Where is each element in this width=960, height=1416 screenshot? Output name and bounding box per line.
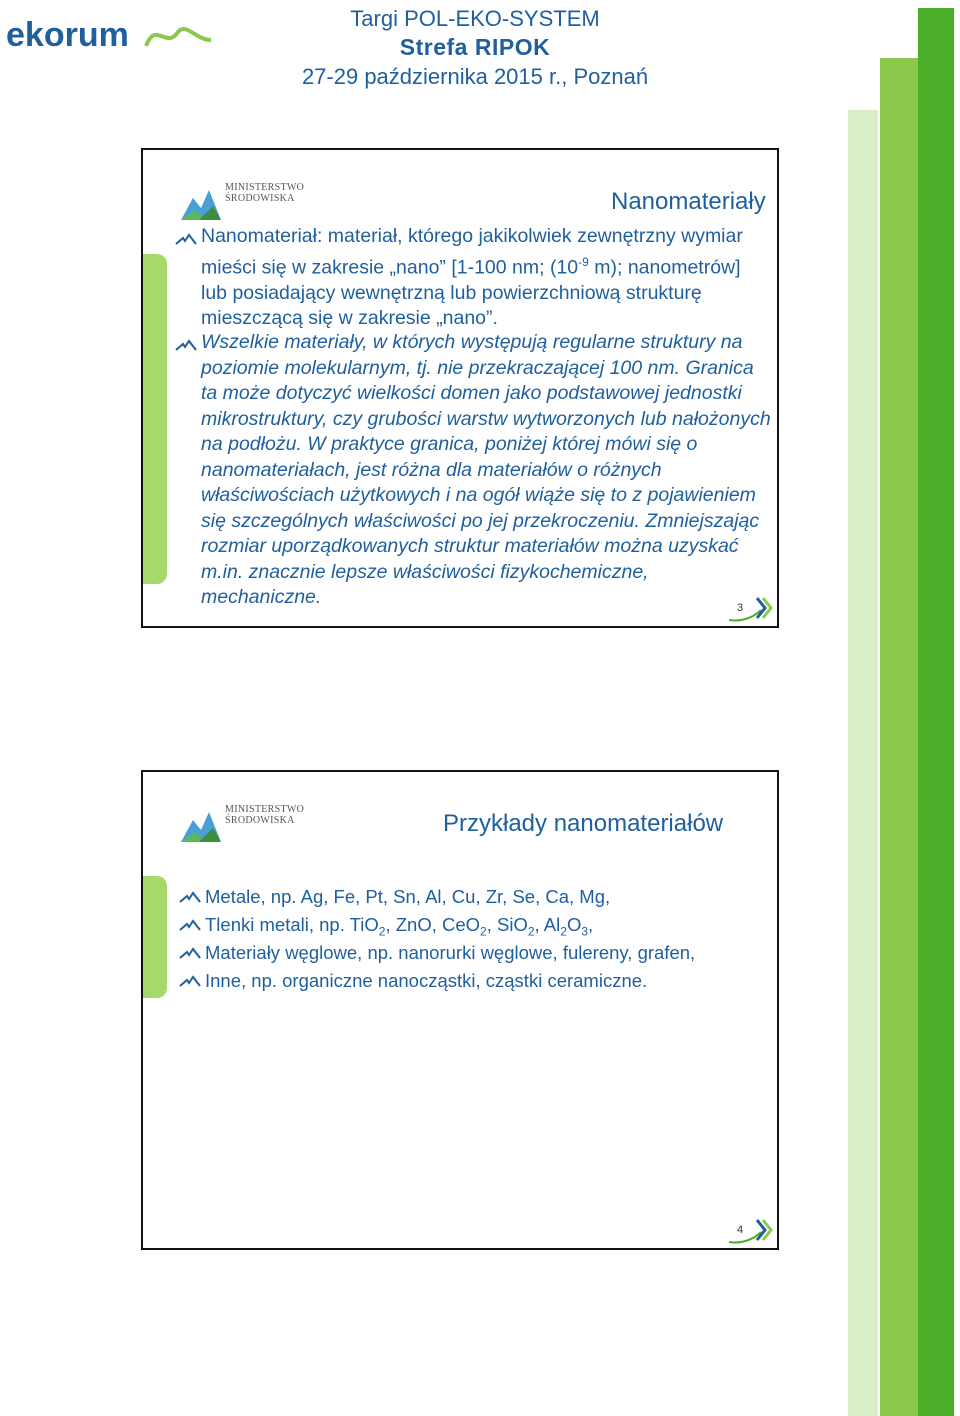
ministry-logo <box>179 802 319 854</box>
list-item-other: Inne, np. organiczne nanocząstki, cząstki ceramiczne. <box>205 970 648 991</box>
page-number: 3 <box>737 602 744 614</box>
page-corner-icon <box>727 594 773 624</box>
ministry-name-line1: MINISTERSTWO <box>225 182 305 193</box>
ministry-name-line2: ŚRODOWISKA <box>225 193 295 204</box>
ministry-emblem-icon <box>179 802 223 846</box>
paragraph-definition <box>201 224 771 332</box>
page-number: 4 <box>737 1224 744 1236</box>
ekorum-logo <box>6 10 216 58</box>
header-fair-name: Targi POL-EKO-SYSTEM <box>350 6 600 31</box>
header-date: 27-29 października 2015 r., Poznań <box>301 64 649 89</box>
paragraph-definition-part1: Nanomateriał: materiał, którego jakikolwiek zewnętrzny wymiar mieści się w zakresie „nano” [1-100 nm; (10 <box>201 225 743 278</box>
bullet-arrow-icon <box>179 946 201 960</box>
right-stripe-light <box>848 110 878 1416</box>
slide-accent-bar <box>143 876 167 998</box>
ministry-name-line2: ŚRODOWISKA <box>225 815 295 826</box>
header-zone-name: Strefa RIPOK <box>399 34 551 60</box>
list-item-metal-oxides: Tlenki metali, np. TiO$_2$, ZnO, CeO$_2$, SiO$_2$, $Al_2O_3$, <box>205 914 594 939</box>
bullet-arrow-icon <box>175 232 197 246</box>
paragraph-description: Wszelkie materiały, w których występują regularne struktury na poziomie molekularnym, tj. nie przekraczającej 100 nm. Granica ta może dotyczyć wielkości domen jako podstawowej jednostki mikrostruktury, czy grubości warstw wytworzonych lub nałożonych na podłożu. W praktyce granica, poniżej której mówi się o nanomateriałach, jest różna dla materiałów o różnych właściwościach użytkowych i na ogół wiąże się to z pojawieniem się szczególnych właściwości po jej przekroczeniu. Zmniejszając rozmiar uporządkowanych struktur materiałów można uzyskać m.in. znacznie lepsze właściwości fizykochemiczne, mechaniczne. <box>201 331 771 608</box>
ministry-emblem-icon <box>179 180 223 224</box>
bullet-arrow-icon <box>179 974 201 988</box>
ekorum-logo-text: ekorum <box>6 16 129 54</box>
exponent: -9 <box>578 254 589 269</box>
slide-title: Nanomateriały <box>611 188 766 215</box>
list-item-metals: Metale, np. Ag, Fe, Pt, Sn, Al, Cu, Zr, Se, Ca, Mg, <box>205 886 611 907</box>
logo-swoosh-icon <box>146 29 211 46</box>
slide-title: Przykłady nanomateriałów <box>443 810 724 837</box>
bullet-arrow-icon <box>179 890 201 904</box>
bullet-arrow-icon <box>179 918 201 932</box>
right-stripe-mid <box>880 58 918 1416</box>
paragraph-definition-part2: m); nanometrów] lub posiadający wewnętrzną lub powierzchniową strukturę mieszczącą się w zakresie „nano”. <box>201 256 741 329</box>
slide-accent-bar <box>143 254 167 584</box>
slide-3 <box>141 148 779 628</box>
right-stripe-dark <box>918 8 954 1416</box>
bullet-arrow-icon <box>175 338 197 352</box>
ministry-name-line1: MINISTERSTWO <box>225 804 305 815</box>
slide-4 <box>141 770 779 1250</box>
page-corner-icon <box>727 1216 773 1246</box>
list-item-carbon-materials: Materiały węglowe, np. nanorurki węglowe, fulereny, grafen, <box>205 942 696 963</box>
